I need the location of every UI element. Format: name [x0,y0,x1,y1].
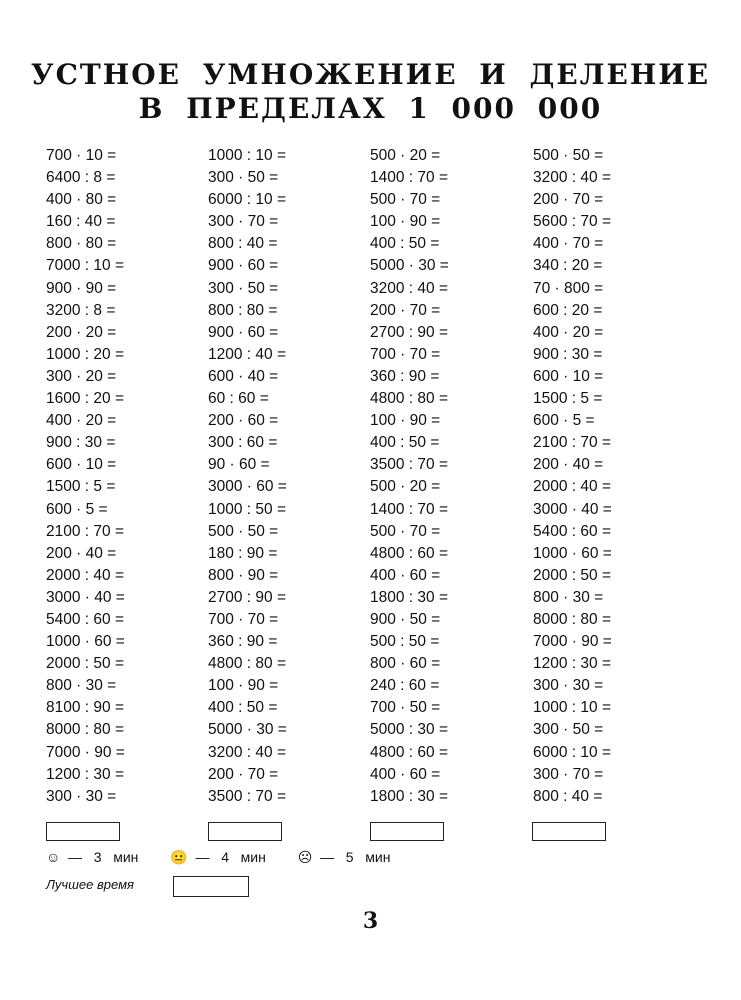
exercise-item: 3000 · 40 = [533,500,612,518]
exercise-item: 1800 : 30 = [370,588,448,606]
exercise-item: 1500 : 5 = [533,390,603,408]
exercise-item: 500 · 20 = [370,478,441,496]
exercise-item: 8000 : 80 = [46,721,124,739]
exercise-item: 1200 : 30 = [533,655,611,673]
legend-value: 4 [221,849,229,865]
exercise-item: 400 · 60 = [370,765,441,783]
exercise-item: 160 : 40 = [46,213,116,231]
exercise-item: 400 : 50 = [370,434,440,452]
sad-face-icon: ☹ [297,849,313,865]
legend-item-3-min [46,849,138,865]
legend-item-5-min [298,849,391,866]
exercise-item: 1500 : 5 = [46,478,116,496]
exercise-item: 200 · 70 = [533,191,604,209]
exercise-item: 3500 : 70 = [208,787,286,805]
best-time-box[interactable] [173,876,249,897]
exercise-item: 2000 : 40 = [533,478,611,496]
title-line-1: УСТНОЕ УМНОЖЕНИЕ И ДЕЛЕНИЕ [30,58,711,91]
exercise-item: 600 · 5 = [46,500,108,518]
exercise-item: 200 · 70 = [370,301,441,319]
exercise-item: 2000 : 50 = [533,566,611,584]
exercise-item: 400 · 20 = [533,323,604,341]
exercise-item: 3200 : 40 = [533,169,611,187]
title-line-2: В ПРЕДЕЛАХ 1 000 000 [138,92,603,125]
exercise-column-4 [533,145,612,808]
exercise-item: 300 · 30 = [533,677,604,695]
exercise-item: 700 · 50 = [370,699,441,717]
exercise-item: 300 · 30 = [46,787,117,805]
exercise-item: 5600 : 70 = [533,213,611,231]
exercise-item: 3200 : 40 = [370,279,448,297]
exercise-item: 700 · 70 = [208,610,279,628]
exercise-item: 1600 : 20 = [46,390,124,408]
exercise-item: 1800 : 30 = [370,787,448,805]
legend-value: 5 [345,849,354,865]
exercise-item: 600 · 10 = [533,367,604,385]
exercise-item: 900 : 30 = [46,434,116,452]
exercise-item: 7000 · 90 = [533,633,612,651]
exercise-item: 900 · 60 = [208,257,279,275]
exercise-item: 400 : 50 = [370,235,440,253]
legend-unit: мин [113,849,139,865]
exercise-item: 90 · 60 = [208,456,270,474]
exercise-item: 300 · 50 = [533,721,604,739]
exercise-item: 1200 : 30 = [46,765,124,783]
exercise-item: 500 · 50 = [208,522,279,540]
exercise-item: 200 · 40 = [533,456,604,474]
exercise-item: 300 · 70 = [533,765,604,783]
exercise-item: 200 · 40 = [46,544,117,562]
exercise-item: 200 · 70 = [208,765,279,783]
exercise-item: 5400 : 60 = [46,610,124,628]
exercise-item: 4800 : 80 = [208,655,286,673]
exercise-item: 300 · 50 = [208,169,279,187]
exercise-item: 2000 : 50 = [46,655,124,673]
exercise-item: 1000 : 10 = [208,147,286,164]
exercise-item: 900 · 50 = [370,610,441,628]
exercise-item: 300 : 60 = [208,434,278,452]
exercise-item: 100 · 90 = [208,677,279,695]
exercise-item: 7000 : 10 = [46,257,124,275]
exercise-item: 8100 : 90 = [46,699,124,717]
exercise-item: 500 · 50 = [533,147,604,164]
exercise-item: 200 · 60 = [208,412,279,430]
exercise-item: 1200 : 40 = [208,345,286,363]
exercise-item: 600 : 20 = [533,301,603,319]
exercise-item: 2700 : 90 = [208,588,286,606]
exercise-item: 700 · 10 = [46,147,117,164]
exercise-column-1 [46,145,125,808]
legend-value: 3 [93,849,102,865]
exercise-item: 2000 : 40 = [46,566,124,584]
exercise-item: 3500 : 70 = [370,456,448,474]
exercise-item: 900 : 30 = [533,345,603,363]
exercise-item: 800 · 30 = [533,588,604,606]
exercise-item: 6000 : 10 = [533,743,611,761]
legend-dash: — [68,849,83,865]
exercise-item: 400 · 80 = [46,191,117,209]
exercise-item: 8000 : 80 = [533,610,611,628]
exercise-item: 60 : 60 = [208,390,269,408]
exercise-item: 100 · 90 = [370,412,441,430]
exercise-item: 4800 : 60 = [370,544,448,562]
exercise-item: 700 · 70 = [370,345,441,363]
exercise-item: 400 · 20 = [46,412,117,430]
exercise-item: 400 · 60 = [370,566,441,584]
exercise-item: 1000 : 10 = [533,699,611,717]
exercise-item: 1000 · 60 = [46,633,125,651]
exercise-item: 500 : 50 = [370,633,440,651]
exercise-item: 1000 : 50 = [208,500,286,518]
exercise-item: 3000 · 40 = [46,588,125,606]
neutral-face-icon: 😐 [170,849,188,865]
answer-time-box-3[interactable] [370,822,444,841]
exercise-item: 1400 : 70 = [370,500,448,518]
exercise-item: 2100 : 70 = [533,434,611,452]
exercise-item: 800 : 80 = [208,301,278,319]
time-legend [46,849,418,866]
exercise-column-3 [370,145,449,808]
exercise-item: 600 · 40 = [208,367,279,385]
exercise-item: 300 · 70 = [208,213,279,231]
legend-dash: — [195,849,210,865]
exercise-item: 900 · 60 = [208,323,279,341]
exercise-item: 800 · 30 = [46,677,117,695]
exercise-item: 600 · 10 = [46,456,117,474]
exercise-item: 400 · 70 = [533,235,604,253]
legend-item-4-min [170,849,266,866]
page-number: 3 [362,908,379,934]
exercise-item: 4800 : 80 = [370,390,448,408]
exercise-item: 500 · 70 = [370,191,441,209]
exercise-item: 360 : 90 = [208,633,278,651]
exercise-item: 6400 : 8 = [46,169,116,187]
exercise-item: 800 : 40 = [208,235,278,253]
exercise-item: 3200 : 40 = [208,743,286,761]
exercise-item: 3200 : 8 = [46,301,116,319]
exercise-item: 200 · 20 = [46,323,117,341]
exercise-item: 1000 : 20 = [46,345,124,363]
exercise-column-2 [208,145,287,808]
answer-time-box-1[interactable] [46,822,120,841]
legend-dash: — [320,849,335,865]
best-time-label: Лучшее время [46,877,134,892]
exercise-item: 3000 · 60 = [208,478,287,496]
exercise-item: 800 · 80 = [46,235,117,253]
exercise-item: 1400 : 70 = [370,169,448,187]
exercise-item: 6000 : 10 = [208,191,286,209]
exercise-item: 240 : 60 = [370,677,440,695]
exercise-item: 5000 : 30 = [370,721,448,739]
exercise-item: 900 · 90 = [46,279,117,297]
exercise-item: 500 · 70 = [370,522,441,540]
exercise-item: 7000 · 90 = [46,743,125,761]
exercise-item: 2100 : 70 = [46,522,124,540]
exercise-item: 600 · 5 = [533,412,595,430]
happy-face-icon: ☺ [46,849,61,865]
exercise-item: 500 · 20 = [370,147,441,164]
exercise-item: 300 · 20 = [46,367,117,385]
exercise-item: 300 · 50 = [208,279,279,297]
legend-unit: мин [240,849,266,865]
exercise-item: 800 : 40 = [533,787,603,805]
exercise-item: 70 · 800 = [533,279,604,297]
legend-unit: мин [365,849,391,865]
exercise-item: 100 · 90 = [370,213,441,231]
answer-time-box-4[interactable] [532,822,606,841]
answer-time-box-2[interactable] [208,822,282,841]
exercise-item: 5000 · 30 = [370,257,449,275]
exercise-item: 400 : 50 = [208,699,278,717]
exercise-item: 5000 · 30 = [208,721,287,739]
exercise-item: 180 : 90 = [208,544,278,562]
exercise-item: 5400 : 60 = [533,522,611,540]
exercise-item: 340 : 20 = [533,257,603,275]
exercise-item: 800 · 90 = [208,566,279,584]
exercise-item: 4800 : 60 = [370,743,448,761]
exercise-item: 2700 : 90 = [370,323,448,341]
exercise-item: 360 : 90 = [370,367,440,385]
exercise-item: 800 · 60 = [370,655,441,673]
exercise-item: 1000 · 60 = [533,544,612,562]
